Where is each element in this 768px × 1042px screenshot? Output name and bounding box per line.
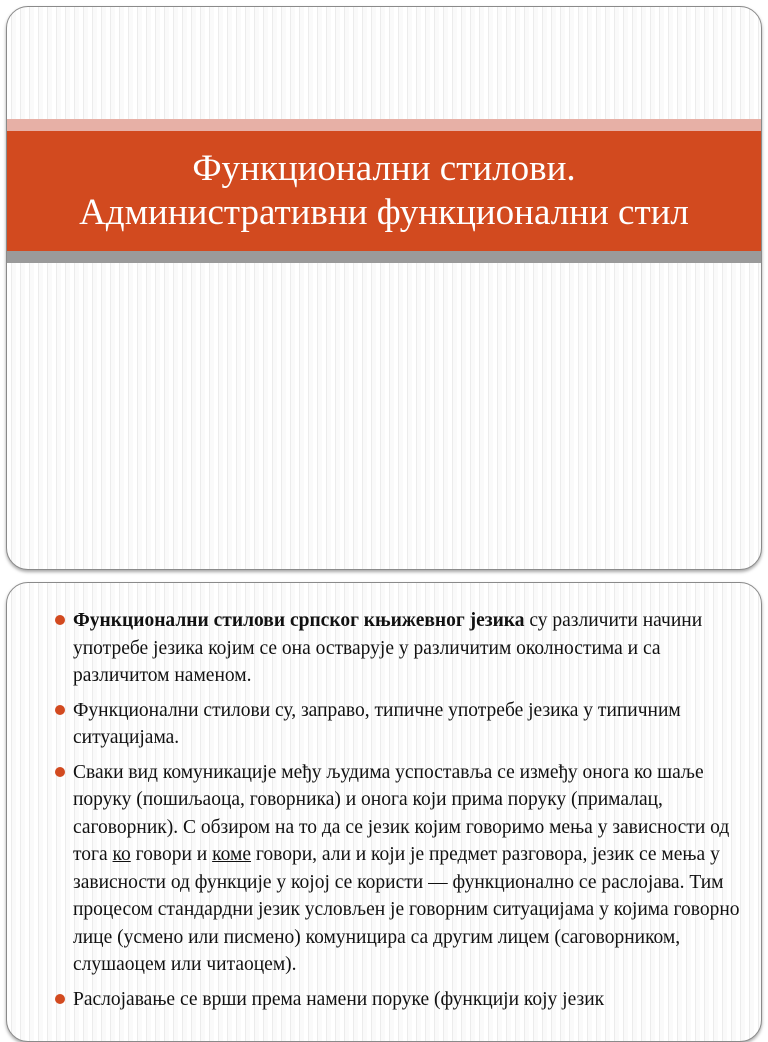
bullet-3-text-a: Сваки вид комуникације међу људима успоставља се између онога ко шаље поруку (пошиљаоца, говорника) и онога који прима поруку (прималац, саговорник). С обзиром на то да се језик којим говоримо мења у зависности од тога xyxy=(73,761,730,865)
bullet-4-text: Раслојавање се врши према намени поруке (функцији коју језик xyxy=(73,988,605,1010)
title-band-top-stripe xyxy=(7,119,761,131)
bullet-3-underlined-kome: коме xyxy=(212,844,251,865)
bullet-dot-icon xyxy=(55,767,65,777)
bullet-dot-icon xyxy=(55,615,65,625)
bullet-3-underlined-ko: ко xyxy=(112,844,131,865)
bullet-3-text-c: говори, али и који је предмет разговора, језик се мења у зависности од функције у којој се користи — функционално се раслојава. Тим процесом стандардни језик условљен је говорним ситуацијама у којима говорно лице (усмено или писмено) комуницира са другим лицем (саговорником, слушаоцем или читаоцем). xyxy=(73,844,740,975)
title-slide xyxy=(6,6,762,570)
bullet-dot-icon xyxy=(55,994,65,1004)
slide-title-line-2: Административни функционални стил xyxy=(79,192,689,233)
bullet-1-bold-text: Функционални стилови српског књижевног језика xyxy=(73,610,525,631)
bullet-item-3 xyxy=(55,759,745,979)
bullet-item-4 xyxy=(55,986,745,1014)
content-slide xyxy=(6,582,762,1042)
bullet-2-text: Функционални стилови су, заправо, типичне употребе језика у типичним ситуацијама. xyxy=(73,699,681,748)
slide-title-line-1: Функционални стилови. xyxy=(192,148,576,189)
bullet-1-text: су различити начини употребе језика којим се она остварује у различитим околностима и са различитом наменом. xyxy=(73,610,703,686)
bullet-item-1 xyxy=(55,607,745,690)
title-band xyxy=(7,131,761,251)
title-band-bottom-stripe xyxy=(7,251,761,263)
bullet-dot-icon xyxy=(55,705,65,715)
bullet-list xyxy=(55,607,745,1020)
bullet-item-2 xyxy=(55,697,745,752)
bullet-3-text-b: говори и xyxy=(130,844,213,865)
